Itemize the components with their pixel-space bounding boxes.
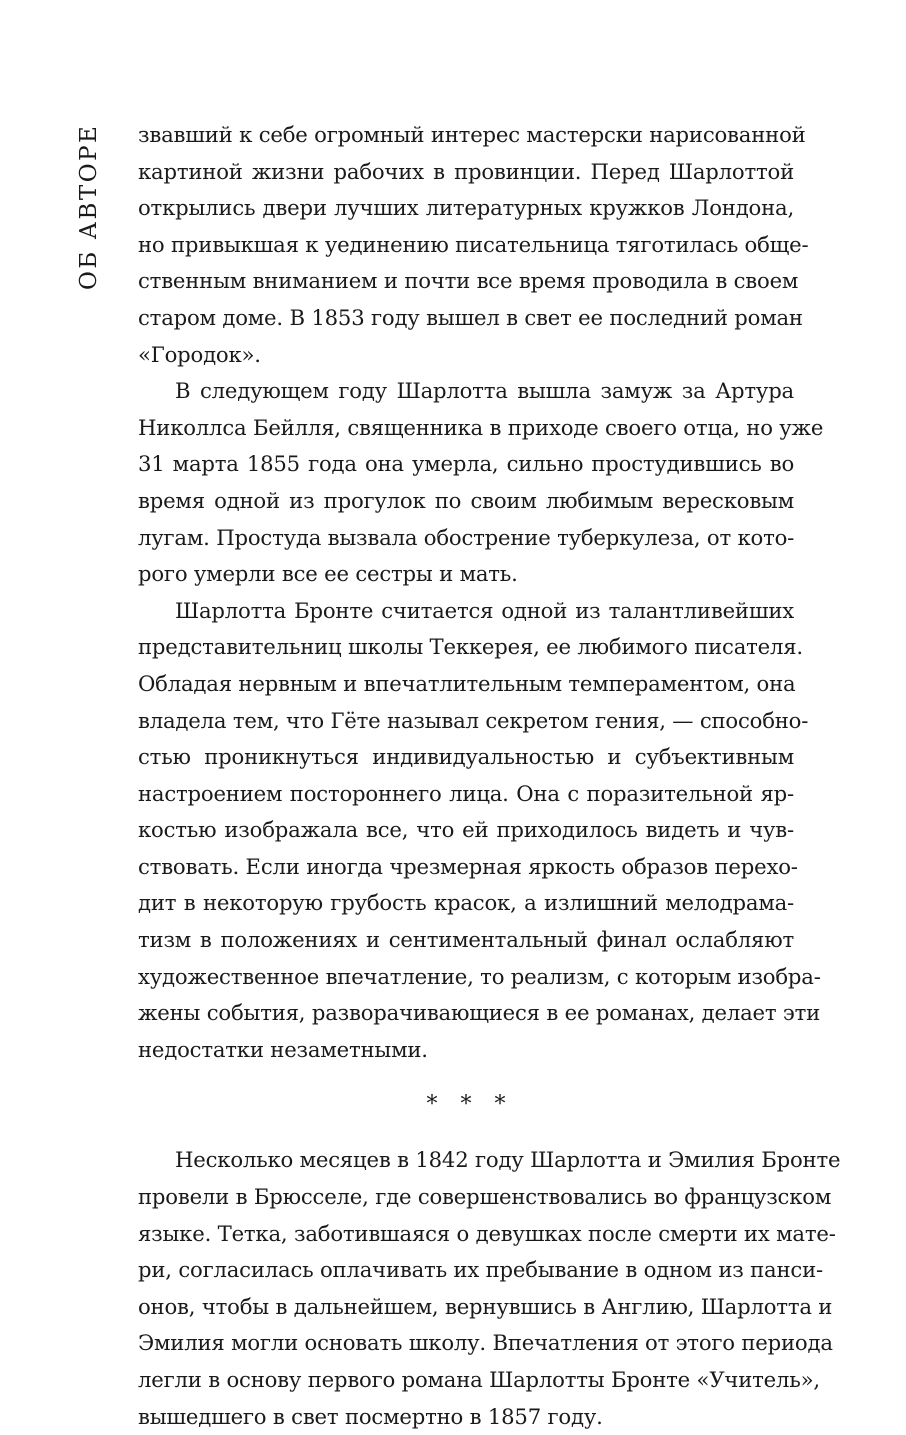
text-line: но привыкшая к уединению писательница тяготилась обще- <box>138 231 809 257</box>
paragraph <box>138 593 821 1069</box>
text-line: онов, чтобы в дальнейшем, вернувшись в Англию, Шарлотта и <box>138 1293 833 1319</box>
section-separator: * * * <box>426 1092 514 1118</box>
text-line: Эмилия могли основать школу. Впечатления от этого периода <box>138 1330 833 1356</box>
text-line: Обладая нервным и впечатлительным темпераментом, она <box>138 670 796 696</box>
text-line: В следующем году Шарлотта вышла замуж за Артура <box>175 378 794 404</box>
paragraph <box>138 373 824 593</box>
text-line: костью изображала все, что ей приходилось видеть и чув- <box>138 817 794 843</box>
body-text <box>138 117 841 1435</box>
paragraph <box>138 117 809 373</box>
text-line: Николлса Бейлля, священника в приходе своего отца, но уже <box>138 414 824 440</box>
text-line: языке. Тетка, заботившаяся о девушках после смерти их мате- <box>138 1220 836 1246</box>
text-line: ствовать. Если иногда чрезмерная яркость образов перехо- <box>138 853 798 879</box>
text-line: жены события, разворачивающиеся в ее романах, делает эти <box>138 1000 821 1026</box>
text-line: тизм в положениях и сентиментальный финал ослабляют <box>138 927 794 953</box>
text-line: представительниц школы Теккерея, ее любимого писателя. <box>138 634 803 660</box>
text-line: время одной из прогулок по своим любимым вересковым <box>138 487 794 513</box>
text-line: владела тем, что Гёте называл секретом гения, — способно- <box>138 707 809 733</box>
text-line: рого умерли все ее сестры и мать. <box>138 561 518 587</box>
paragraph <box>138 1142 841 1435</box>
text-line: «Городок». <box>138 341 261 367</box>
text-line: недостатки незаметными. <box>138 1036 428 1062</box>
text-line: легли в основу первого романа Шарлотты Бронте «Учитель», <box>138 1367 820 1392</box>
text-line: ри, согласилась оплачивать их пребывание в одном из панси- <box>138 1257 823 1283</box>
text-line: провели в Брюсселе, где совершенствовались во французском <box>138 1184 832 1210</box>
text-line: художественное впечатление, то реализм, с которым изобра- <box>138 963 821 989</box>
text-line: старом доме. В 1853 году вышел в свет ее последний роман <box>138 304 803 330</box>
text-line: картиной жизни рабочих в провинции. Перед Шарлоттой <box>138 158 794 184</box>
text-line: стью проникнуться индивидуальностью и субъективным <box>138 744 794 770</box>
text-line: открылись двери лучших литературных кружков Лондона, <box>138 195 794 221</box>
text-line: лугам. Простуда вызвала обострение туберкулеза, от кото- <box>138 524 795 550</box>
running-head: ОБ АВТОРЕ <box>76 123 102 290</box>
text-line: Несколько месяцев в 1842 году Шарлотта и Эмилия Бронте <box>175 1147 841 1173</box>
text-line: 31 марта 1855 года она умерла, сильно простудившись во <box>138 451 794 477</box>
text-line: ственным вниманием и почти все время проводила в своем <box>138 268 799 294</box>
text-line: Шарлотта Бронте считается одной из талантливейших <box>175 597 794 623</box>
text-line: звавший к себе огромный интерес мастерски нарисованной <box>138 122 806 147</box>
text-line: дит в некоторую грубость красок, а излишний мелодрама- <box>138 890 794 916</box>
text-line: настроением постороннего лица. Она с поразительной яр- <box>138 780 794 806</box>
text-line: вышедшего в свет посмертно в 1857 году. <box>138 1403 603 1429</box>
